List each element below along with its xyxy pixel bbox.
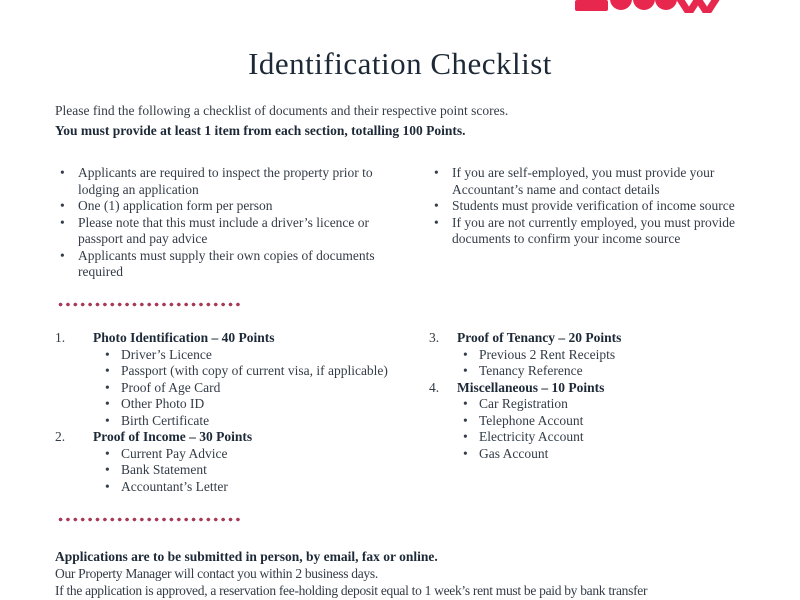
points-sections (55, 330, 777, 495)
notes-right-column (429, 165, 777, 281)
submission-instructions (55, 548, 777, 600)
checklist-item: • Car Registration (463, 396, 777, 413)
checklist-item: • Passport (with copy of current visa, if applicable) (105, 363, 407, 380)
section-number: 3. (429, 330, 440, 345)
section-items (429, 396, 777, 462)
section-items (55, 446, 407, 496)
checklist-item: • Previous 2 Rent Receipts (463, 347, 777, 364)
submission-methods-text: Applications are to be submitted in person, by email, fax or online. (55, 549, 438, 564)
section-heading: Photo Identification – 40 Points (93, 330, 275, 345)
section-miscellaneous (429, 380, 777, 463)
brand-logo-cropped-icon (575, 0, 723, 13)
intro-text: Please find the following a checklist of documents and their respective point scores. (55, 103, 509, 118)
note-item: • If you are self-employed, you must provide your Accountant’s name and contact details (429, 165, 777, 198)
sections-right-column (429, 330, 777, 495)
intro-requirement: You must provide at least 1 item from each section, totalling 100 Points. (55, 123, 466, 138)
checklist-item: • Gas Account (463, 446, 777, 463)
checklist-item: • Current Pay Advice (105, 446, 407, 463)
sections-left-column (55, 330, 407, 495)
intro-block (55, 102, 508, 139)
note-item: • Please note that this must include a driver’s licence or passport and pay advice (55, 215, 407, 248)
checklist-item: • Accountant’s Letter (105, 479, 407, 496)
section-photo-identification (55, 330, 407, 429)
general-notes (55, 165, 777, 281)
section-number: 4. (429, 379, 440, 395)
section-number: 1. (55, 330, 66, 345)
checklist-item: • Birth Certificate (105, 413, 407, 430)
checklist-item: • Driver’s Licence (105, 347, 407, 364)
checklist-item: • Tenancy Reference (463, 363, 777, 380)
checklist-item: • Other Photo ID (105, 396, 407, 413)
deposit-note-text: If the application is approved, a reservation fee-holding deposit equal to 1 week’s rent must be paid by bank transfer (55, 583, 648, 599)
dotted-divider (58, 302, 242, 307)
section-items (55, 347, 407, 430)
contact-timeframe-text: Our Property Manager will contact you within 2 business days. (55, 566, 378, 582)
checklist-item: • Bank Statement (105, 462, 407, 479)
note-item: • Applicants must supply their own copies of documents required (55, 248, 407, 281)
section-heading: Miscellaneous – 10 Points (457, 379, 605, 395)
note-item: • Applicants are required to inspect the property prior to lodging an application (55, 165, 407, 198)
note-item: • One (1) application form per person (55, 198, 407, 215)
checklist-item: • Proof of Age Card (105, 380, 407, 397)
section-heading: Proof of Tenancy – 20 Points (457, 330, 622, 345)
checklist-item: • Telephone Account (463, 413, 777, 430)
dotted-divider (58, 517, 242, 522)
note-item: • Students must provide verification of income source (429, 198, 777, 215)
section-items (429, 347, 777, 380)
note-item: • If you are not currently employed, you must provide documents to confirm your income source (429, 215, 777, 248)
section-proof-of-income (55, 429, 407, 495)
section-number: 2. (55, 429, 66, 444)
section-proof-of-tenancy (429, 330, 777, 380)
notes-left-column (55, 165, 407, 281)
checklist-item: • Electricity Account (463, 429, 777, 446)
page-title: Identification Checklist (248, 46, 552, 81)
section-heading: Proof of Income – 30 Points (93, 429, 253, 444)
